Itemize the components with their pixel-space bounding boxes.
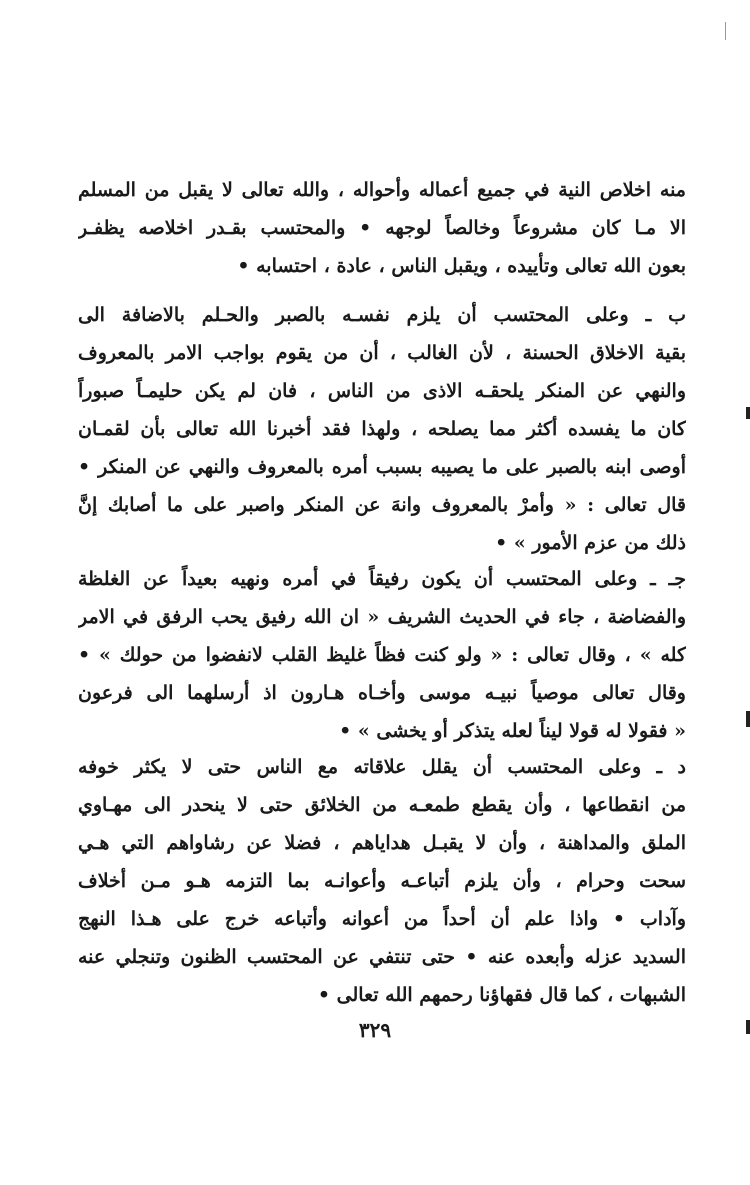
- text-line: الشبهات ، كما قال فقهاؤنا رحمهم الله تعالى •: [317, 984, 686, 1006]
- text-line: ذلك من عزم الأمور » •: [495, 532, 686, 554]
- text-line: والفضاضة ، جاء في الحديث الشريف « ان الله رفيق يحب الرفق في الامر: [78, 606, 686, 628]
- text-line: كله » ، وقال تعالى : « ولو كنت فظاً غليظ القلب لانفضوا من حولك » •: [78, 644, 686, 666]
- text-line: السديد عزله وأبعده عنه • حتى تنتفي عن المحتسب الظنون وتنجلي عنه: [78, 946, 686, 968]
- text-line: جـ ـ وعلى المحتسب أن يكون رفيقاً في أمره ونهيه بعيداً عن الغلظة: [78, 568, 686, 590]
- text-line: سحت وحرام ، وأن يلزم أتباعـه وأعوانـه بما التزمه هـو مـن أخلاف: [78, 870, 686, 892]
- text-line: د ـ وعلى المحتسب أن يقلل علاقاته مع الناس حتى لا يكثر خوفه: [78, 756, 686, 778]
- text-line: قال تعالى : « وأمرْ بالمعروف وانهَ عن المنكر واصبر على ما أصابك إنَّ: [78, 494, 686, 516]
- text-line: « فقولا له قولا ليناً لعله يتذكر أو يخشى » •: [339, 720, 686, 742]
- scan-edge-mark: [746, 407, 750, 419]
- text-line: منه اخلاص النية في جميع أعماله وأحواله ، والله تعالى لا يقبل من المسلم: [78, 179, 686, 201]
- text-line: ب ـ وعلى المحتسب أن يلزم نفسـه بالصبر والحـلم بالاضافة الى: [78, 304, 686, 326]
- paragraph-intro: [78, 171, 686, 285]
- paragraph-d: [78, 748, 686, 1014]
- scan-edge-mark: [746, 711, 750, 727]
- text-line: والنهي عن المنكر يلحقـه الاذى من الناس ، فان لم يكن حليمـاً صبوراً: [78, 380, 686, 402]
- text-line: كان ما يفسده أكثر مما يصلحه ، ولهذا فقد أخبرنا الله تعالى بأن لقمـان: [78, 418, 686, 440]
- paragraph-b: [78, 296, 686, 562]
- text-line: وآداب • واذا علم أن أحداً من أعوانه وأتباعه خرج على هـذا النهج: [78, 908, 686, 930]
- text-line: الا مـا كان مشروعاً وخالصاً لوجهه • والمحتسب بقـدر اخلاصه يظفـر: [78, 217, 686, 239]
- scan-edge-mark: [725, 22, 726, 40]
- page-number: ٣٢٩: [358, 1018, 392, 1042]
- text-line: أوصى ابنه بالصبر على ما يصيبه بسبب أمره بالمعروف والنهي عن المنكر •: [78, 456, 686, 478]
- text-line: من انقطاعها ، وأن يقطع طمعـه من الخلائق حتى لا ينحدر الى مهـاوي: [78, 794, 686, 816]
- paragraph-j: [78, 560, 686, 750]
- text-line: وقال تعالى موصياً نبيـه موسى وأخـاه هـارون اذ أرسلهما الى فرعون: [78, 682, 686, 704]
- text-line: بعون الله تعالى وتأييده ، ويقبل الناس ، عادة ، احتسابه •: [237, 255, 686, 277]
- text-line: الملق والمداهنة ، وأن لا يقبـل هداياهم ، فضلا عن رشاواهم التي هـي: [78, 832, 686, 854]
- text-line: بقية الاخلاق الحسنة ، لأن الغالب ، أن من يقوم بواجب الامر بالمعروف: [78, 342, 686, 364]
